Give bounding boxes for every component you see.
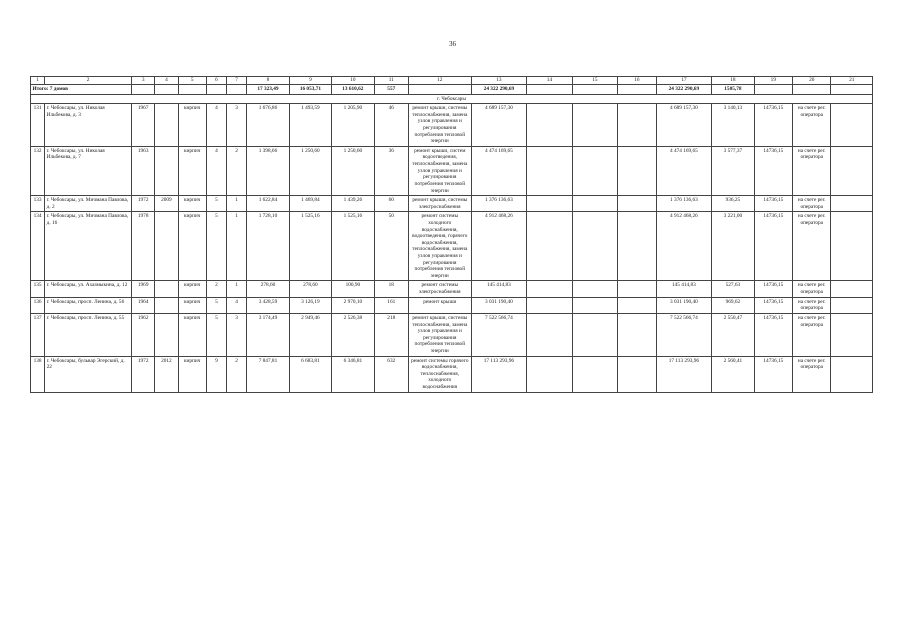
column-number: 14 [527, 77, 572, 85]
city-row [31, 94, 873, 104]
cell [572, 356, 617, 392]
row-number: 136 [31, 297, 45, 313]
entrances: 2 [227, 356, 247, 392]
max-unit-cost: 14736,15 [754, 146, 792, 195]
year-renovated [155, 212, 178, 281]
cell [831, 104, 873, 147]
page-number: 36 [449, 40, 456, 48]
address: г. Чебоксары, ул. Николая Ильбекова, д. 7 [45, 146, 132, 195]
residential-area: 1 250,60 [332, 146, 374, 195]
residents: 46 [374, 104, 408, 147]
address: г. Чебоксары, ул. Мичмана Павлова, д. 16 [45, 212, 132, 281]
cell [572, 212, 617, 281]
total-area: 1 728,10 [247, 212, 289, 281]
column-number: 8 [247, 77, 289, 85]
column-number: 17 [656, 77, 712, 85]
residential-area: 6 346,81 [332, 356, 374, 392]
table-row [31, 313, 873, 356]
residential-area: 1 439,26 [332, 196, 374, 212]
cell [408, 85, 471, 95]
cell [572, 313, 617, 356]
wall-material: кирпич [178, 104, 206, 147]
year-built: 1967 [132, 104, 155, 147]
total-area: 1 398,66 [247, 146, 289, 195]
year-renovated [155, 297, 178, 313]
residents: 50 [374, 212, 408, 281]
cost-owners: 145 414,83 [656, 281, 712, 297]
entrances: 1 [227, 212, 247, 281]
address: г. Чебоксары, просп. Ленина, д. 55 [45, 313, 132, 356]
cost-owners: 4 474 169,65 [656, 146, 712, 195]
floors: 2 [206, 281, 226, 297]
address: г. Чебоксары, ул. Ахазмыкина, д. 12 [45, 281, 132, 297]
total-area: 1 622,84 [247, 196, 289, 212]
works: ремонт системы электроснабжения [408, 281, 471, 297]
year-built: 1978 [132, 212, 155, 281]
cell [572, 281, 617, 297]
wall-material: кирпич [178, 356, 206, 392]
table-row [31, 212, 873, 281]
cell [227, 85, 247, 95]
residents: 632 [374, 356, 408, 392]
cell [618, 104, 656, 147]
column-number: 15 [572, 77, 617, 85]
total-label: Итого: 7 домов [31, 85, 132, 95]
unit-cost: 3 221,00 [712, 212, 754, 281]
cost-owners: 3 031 190,40 [656, 297, 712, 313]
total-area: 7 847,81 [247, 356, 289, 392]
entrances: 1 [227, 196, 247, 212]
works: ремонт крыши, системы электроснабжения [408, 196, 471, 212]
column-number: 6 [206, 77, 226, 85]
cell [572, 85, 617, 95]
total-cost-owners: 24 322 290,69 [656, 85, 712, 95]
year-renovated [155, 146, 178, 195]
column-number: 1 [31, 77, 45, 85]
column-number: 4 [155, 77, 178, 85]
cell [754, 85, 792, 95]
row-number: 134 [31, 212, 45, 281]
cell [132, 85, 155, 95]
rooms-area: 2 949,46 [289, 313, 331, 356]
unit-cost: 527,63 [712, 281, 754, 297]
year-built: 1969 [132, 281, 155, 297]
year-renovated [155, 281, 178, 297]
total-area: 17 323,49 [247, 85, 289, 95]
cost-owners: 4 912 468,26 [656, 212, 712, 281]
total-area: 3 174,49 [247, 313, 289, 356]
cost: 4 912 468,26 [471, 212, 527, 281]
cell [831, 146, 873, 195]
table-row [31, 196, 873, 212]
wall-material: кирпич [178, 196, 206, 212]
total-unit-cost: 1505,78 [712, 85, 754, 95]
column-number: 19 [754, 77, 792, 85]
max-unit-cost: 14736,15 [754, 313, 792, 356]
residential-area: 100,90 [332, 281, 374, 297]
cell [618, 196, 656, 212]
cost-owners: 7 522 566,74 [656, 313, 712, 356]
cell [572, 297, 617, 313]
total-area: 3 428,59 [247, 297, 289, 313]
floors: 9 [206, 356, 226, 392]
max-unit-cost: 14736,15 [754, 356, 792, 392]
residents: 18 [374, 281, 408, 297]
year-built: 1972 [132, 356, 155, 392]
wall-material: кирпич [178, 281, 206, 297]
rooms-area: 6 683,81 [289, 356, 331, 392]
fund-account: на счете рег. оператора [793, 313, 831, 356]
fund-account: на счете рег. оператора [793, 104, 831, 147]
unit-cost: 3 140,13 [712, 104, 754, 147]
address: г. Чебоксары, ул. Мичмана Павлова, д. 2 [45, 196, 132, 212]
table-row [31, 356, 873, 392]
floors: 4 [206, 146, 226, 195]
column-number: 20 [793, 77, 831, 85]
address: г. Чебоксары, просп. Ленина, д. 56 [45, 297, 132, 313]
fund-account: на счете рег. оператора [793, 212, 831, 281]
entrances: 4 [227, 297, 247, 313]
cost-owners: 17 113 293,96 [656, 356, 712, 392]
cell [155, 85, 178, 95]
unit-cost: 2 550,47 [712, 313, 754, 356]
repair-program-table [30, 76, 873, 393]
works: ремонт крыши, систем водоотведения, теплоснабжения, замена узлов управления и регулирования потребления тепловой энергии [408, 146, 471, 195]
column-number: 18 [712, 77, 754, 85]
cell [572, 104, 617, 147]
address: г. Чебоксары, ул. Николая Ильбекова, д. 3 [45, 104, 132, 147]
cell [178, 85, 206, 95]
entrances: 1 [227, 281, 247, 297]
total-residents: 557 [374, 85, 408, 95]
cell [831, 196, 873, 212]
cell [527, 356, 572, 392]
cell [527, 85, 572, 95]
column-number: 9 [289, 77, 331, 85]
residential-area: 2 526,38 [332, 313, 374, 356]
fund-account: на счете рег. оператора [793, 281, 831, 297]
residents: 218 [374, 313, 408, 356]
floors: 5 [206, 196, 226, 212]
residential-area: 2 970,10 [332, 297, 374, 313]
year-built: 1972 [132, 196, 155, 212]
cost-owners: 4 689 157,30 [656, 104, 712, 147]
cell [572, 196, 617, 212]
table-body [31, 77, 873, 393]
cost-owners: 1 376 136,63 [656, 196, 712, 212]
year-built: 1964 [132, 297, 155, 313]
floors: 5 [206, 297, 226, 313]
column-number: 13 [471, 77, 527, 85]
cell [527, 297, 572, 313]
column-number: 10 [332, 77, 374, 85]
rooms-area: 278,60 [289, 281, 331, 297]
cell [527, 313, 572, 356]
residents: 36 [374, 146, 408, 195]
works: ремонт крыши [408, 297, 471, 313]
floors: 5 [206, 313, 226, 356]
fund-account: на счете рег. оператора [793, 196, 831, 212]
table-row [31, 146, 873, 195]
cost: 17 113 293,96 [471, 356, 527, 392]
column-number: 11 [374, 77, 408, 85]
works: ремонт крыши, системы теплоснабжения, замена узлов управления и регулирования потребления тепловой энергии [408, 104, 471, 147]
cost: 7 522 566,74 [471, 313, 527, 356]
wall-material: кирпич [178, 146, 206, 195]
cell [618, 313, 656, 356]
max-unit-cost: 14736,15 [754, 297, 792, 313]
row-number: 138 [31, 356, 45, 392]
cell [618, 356, 656, 392]
unit-cost: 3 577,37 [712, 146, 754, 195]
residential-area: 1 205,90 [332, 104, 374, 147]
column-number: 2 [45, 77, 132, 85]
residents: 161 [374, 297, 408, 313]
max-unit-cost: 14736,15 [754, 212, 792, 281]
year-renovated [155, 104, 178, 147]
table-row [31, 297, 873, 313]
unit-cost: 969,62 [712, 297, 754, 313]
wall-material: кирпич [178, 212, 206, 281]
column-number: 12 [408, 77, 471, 85]
total-area: 1 676,86 [247, 104, 289, 147]
fund-account: на счете рег. оператора [793, 146, 831, 195]
year-renovated: 2012 [155, 356, 178, 392]
cell [618, 281, 656, 297]
rooms-area: 3 126,19 [289, 297, 331, 313]
works: ремонт крыши, системы теплоснабжения, замена узлов управления и регулирования потребления тепловой энергии [408, 313, 471, 356]
max-unit-cost: 14736,15 [754, 104, 792, 147]
city-header: г. Чебоксары [31, 94, 873, 104]
cell [572, 146, 617, 195]
entrances: 3 [227, 104, 247, 147]
max-unit-cost: 14736,15 [754, 196, 792, 212]
entrances: 2 [227, 146, 247, 195]
max-unit-cost: 14736,15 [754, 281, 792, 297]
year-renovated: 2009 [155, 196, 178, 212]
fund-account: на счете рег. оператора [793, 356, 831, 392]
works: ремонт системы горячего водоснабжения, теплоснабжения, холодного водоснабжения [408, 356, 471, 392]
row-number: 133 [31, 196, 45, 212]
address: г. Чебоксары, бульвар Эгерский, д. 22 [45, 356, 132, 392]
column-number: 3 [132, 77, 155, 85]
row-number: 135 [31, 281, 45, 297]
cell [618, 297, 656, 313]
residents: 60 [374, 196, 408, 212]
cell [831, 85, 873, 95]
residential-area: 1 525,16 [332, 212, 374, 281]
cell [527, 104, 572, 147]
wall-material: кирпич [178, 297, 206, 313]
cell [831, 356, 873, 392]
rooms-area: 1 525,16 [289, 212, 331, 281]
wall-material: кирпич [178, 313, 206, 356]
cost: 145 414,83 [471, 281, 527, 297]
cell [527, 281, 572, 297]
year-renovated [155, 313, 178, 356]
cell [831, 313, 873, 356]
column-number: 5 [178, 77, 206, 85]
cell [831, 212, 873, 281]
cell [618, 146, 656, 195]
year-built: 1962 [132, 313, 155, 356]
rooms-area: 1 250,60 [289, 146, 331, 195]
row-number: 132 [31, 146, 45, 195]
cost: 4 689 157,30 [471, 104, 527, 147]
unit-cost: 936,25 [712, 196, 754, 212]
cell [527, 212, 572, 281]
fund-account: на счете рег. оператора [793, 297, 831, 313]
works: ремонт системы холодного водоснабжения, водоотведения, горячего водоснабжения, теплоснабжения, замена узлов управления и регулирования потребления тепловой энергии [408, 212, 471, 281]
cell [793, 85, 831, 95]
total-rooms-area: 16 053,71 [289, 85, 331, 95]
cell [527, 146, 572, 195]
cost: 3 031 190,40 [471, 297, 527, 313]
row-number: 131 [31, 104, 45, 147]
total-row [31, 85, 873, 95]
total-cost: 24 322 290,69 [471, 85, 527, 95]
total-area: 278,60 [247, 281, 289, 297]
table-row [31, 281, 873, 297]
column-number-row [31, 77, 873, 85]
column-number: 21 [831, 77, 873, 85]
cell [831, 281, 873, 297]
rooms-area: 1 493,59 [289, 104, 331, 147]
table-row [31, 104, 873, 147]
column-number: 16 [618, 77, 656, 85]
floors: 5 [206, 212, 226, 281]
cost: 4 474 169,65 [471, 146, 527, 195]
floors: 4 [206, 104, 226, 147]
cell [831, 297, 873, 313]
total-residential-area: 13 610,62 [332, 85, 374, 95]
cost: 1 376 136,63 [471, 196, 527, 212]
unit-cost: 2 560,41 [712, 356, 754, 392]
cell [618, 85, 656, 95]
column-number: 7 [227, 77, 247, 85]
entrances: 3 [227, 313, 247, 356]
row-number: 137 [31, 313, 45, 356]
cell [206, 85, 226, 95]
cell [618, 212, 656, 281]
year-built: 1963 [132, 146, 155, 195]
cell [527, 196, 572, 212]
rooms-area: 1 469,84 [289, 196, 331, 212]
